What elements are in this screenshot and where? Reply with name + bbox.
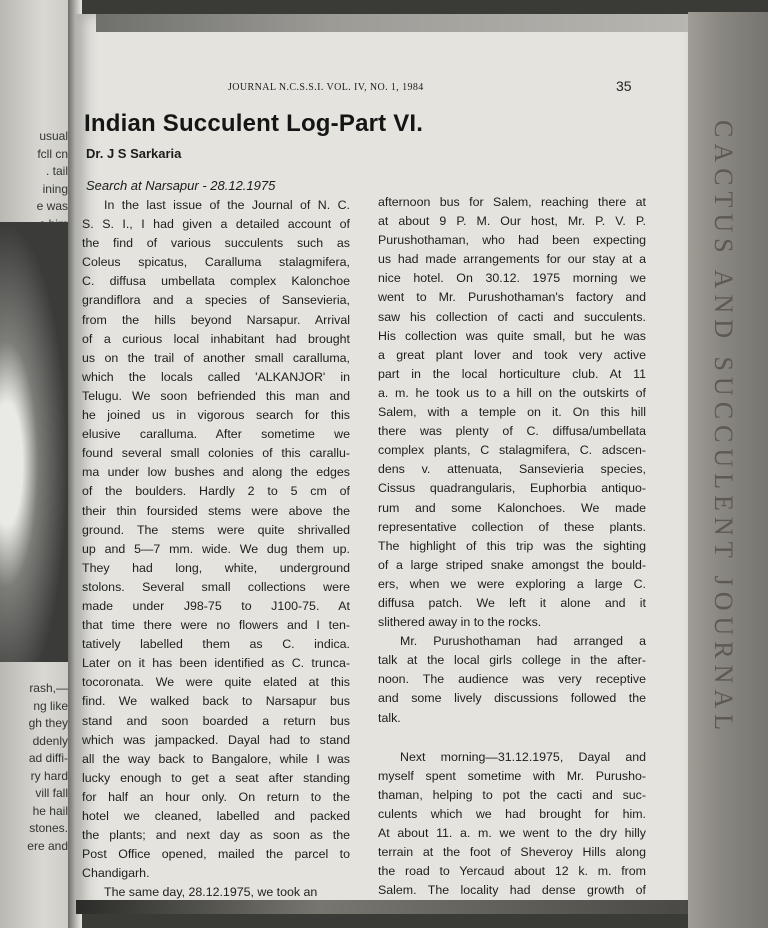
left-page-line: ry hard xyxy=(30,768,68,783)
text-line: tocoronata. We were quite elated at this xyxy=(82,675,350,690)
text-line: nice hotel. On 30.12. 1975 morning we xyxy=(378,271,646,286)
text-line: that time there were no flowers and I ten- xyxy=(82,618,350,633)
text-line: diffusa patch. We left it alone and it xyxy=(378,595,646,610)
left-page-line: rash,— xyxy=(29,681,68,695)
text-line: At about 11. a. m. we went to the dry hilly xyxy=(378,826,646,840)
right-text-column xyxy=(378,193,646,914)
text-line: elusive caralluma. After sometime we xyxy=(82,427,350,442)
text-line: the plants; and next day as soon as the xyxy=(82,828,350,843)
left-page-photo xyxy=(0,222,68,662)
text-line: In the last issue of the Journal of N. C. xyxy=(104,198,350,212)
text-line: Salem, with a temple on it. On this hill xyxy=(378,405,646,420)
text-line: of the boulders. Hardly 2 to 5 cm of xyxy=(82,484,350,499)
left-page-text-bottom xyxy=(27,680,68,855)
left-page-line: usual xyxy=(39,129,68,143)
text-line: a great plant lover and took very active xyxy=(378,347,646,362)
text-line: of a large striped snake amongst the bould- xyxy=(378,557,646,572)
text-line: tatively labelled them as C. indica. xyxy=(82,637,350,652)
text-line: part in the local horticulture club. At 11 xyxy=(378,366,646,381)
text-line: Telugu. We soon befriended this man and xyxy=(82,388,350,403)
text-line: thaman, helping to pot the cacti and suc- xyxy=(378,787,646,802)
text-line: Next morning—31.12.1975, Dayal and xyxy=(400,749,646,764)
text-line: lucky enough to get a seat after standing xyxy=(82,770,350,785)
text-line: us on the trail of another small caralluma, xyxy=(82,350,350,365)
text-line: made under J98-75 to J100-75. At xyxy=(82,598,350,613)
text-line: ground. The stems were quite shrivalled xyxy=(82,522,350,537)
left-page-line: e was xyxy=(36,199,68,213)
text-line: the find of various succulents such as xyxy=(82,236,350,251)
text-line: ers, when we were exploring a large C. xyxy=(378,576,646,591)
text-line: at about 9 P. M. Our host, Mr. P. V. P. xyxy=(378,214,646,229)
text-line: dens v. attenuata, Sansevieria species, xyxy=(378,462,646,477)
text-line: Cissus quadrangularis, Euphorbia antiquo- xyxy=(378,481,646,496)
text-line: stand and soon boarded a return bus xyxy=(82,713,350,728)
text-line: Chandigarh. xyxy=(82,866,150,881)
text-line: myself spent sometime with Mr. Purusho- xyxy=(378,768,646,783)
text-line: grandiflora and a species of Sansevieria, xyxy=(82,293,350,308)
text-line: there was plenty of C. diffusa/umbellata xyxy=(378,424,646,439)
text-line: Later on it has been identified as C. trunca- xyxy=(82,656,350,671)
text-line: They had long, white, underground xyxy=(82,560,350,575)
text-line: which the locals called 'ALKANJOR' in xyxy=(82,369,350,384)
text-line: S. S. I., I had given a detailed account of xyxy=(82,217,350,232)
text-line: Purushothaman, who had been expecting xyxy=(378,233,646,248)
text-line: which was jampacked. Dayal had to stand xyxy=(82,732,350,747)
text-line: hotel we cleaned, labelled and packed xyxy=(82,809,350,823)
text-line: rum and some Kalonchoes. We made xyxy=(378,500,646,515)
facing-left-page xyxy=(0,0,78,928)
left-page-line: ining xyxy=(42,181,68,196)
text-line: the road to Yercaud about 12 k. m. from xyxy=(378,864,646,879)
text-line: Salem. The locality had dense growth of xyxy=(378,883,646,898)
page-top-shadow xyxy=(96,14,688,32)
text-line: a. m. he took us to a hill on the outskirts of xyxy=(378,385,646,400)
section-subheading: Search at Narsapur - 28.12.1975 xyxy=(86,178,276,193)
text-line: stolons. Several small collections were xyxy=(82,579,350,594)
left-page-line: ere and xyxy=(27,838,68,853)
text-line: up and 5—7 mm. wide. We dug them up. xyxy=(82,541,350,556)
text-line: went to Mr. Purushothaman's factory and xyxy=(378,290,646,305)
left-page-line: ddenly xyxy=(32,733,68,748)
journal-header: JOURNAL N.C.S.S.I. VOL. IV, NO. 1, 1984 xyxy=(228,82,424,93)
left-page-line: fcll cn xyxy=(37,146,68,161)
text-line: ma under low bushes and along the edges xyxy=(82,465,350,480)
text-line: their thin foursided stems were above the xyxy=(82,503,350,518)
left-page-line: ng like xyxy=(33,698,68,713)
page-edge-text: CACTUS AND SUCCULENT JOURNAL xyxy=(709,120,738,737)
text-line: representative collection of these plants. xyxy=(378,519,646,534)
text-line: Post Office opened, mailed the parcel to xyxy=(82,847,350,862)
text-line: The same day, 28.12.1975, we took an xyxy=(104,885,318,900)
page-bottom-shadow xyxy=(76,900,688,914)
text-line: us had made arrangements for our stay at a xyxy=(378,252,646,267)
text-line: find. We walked back to Narsapur bus xyxy=(82,694,350,709)
text-line: culents which we had brought for him. xyxy=(378,806,646,821)
text-line: for half an hour only. On return to the xyxy=(82,789,350,804)
left-page-line: ad diffi- xyxy=(28,751,68,765)
text-line: His collection was quite small, but he was xyxy=(378,328,646,343)
text-line: and some lively discussions followed the xyxy=(378,691,646,706)
text-line: from the hills beyond Narsapur. Arrival xyxy=(82,312,350,327)
left-page-line: . tail xyxy=(45,164,68,178)
left-page-line: gh they xyxy=(28,716,68,730)
text-line: he joined us in vigorous search for this xyxy=(82,408,350,423)
left-page-line: he hail xyxy=(32,803,68,818)
text-line: noon. The audience was very receptive xyxy=(378,672,646,687)
text-line: afternoon bus for Salem, reaching there at xyxy=(378,195,646,209)
text-line: of a curious local inhabitant had brought xyxy=(82,331,350,346)
text-line: complex plants, C stalagmifera, C. adscen- xyxy=(378,443,646,458)
left-page-line: stones. xyxy=(29,821,68,835)
left-page-text-top xyxy=(37,128,68,233)
author-name: Dr. J S Sarkaria xyxy=(86,146,182,161)
article-title: Indian Succulent Log-Part VI. xyxy=(84,110,424,137)
text-line: terrain at the foot of Sheveroy Hills along xyxy=(378,845,646,860)
text-line: Coleus spicatus, Caralluma stalagmifera, xyxy=(82,255,350,270)
page-number: 35 xyxy=(616,78,632,94)
left-text-column xyxy=(82,196,350,902)
text-line: all the way back to Bangalore, while I was xyxy=(82,751,350,766)
text-line: Mr. Purushothaman had arranged a xyxy=(400,634,646,649)
text-line: found several small colonies of this carallu- xyxy=(82,446,350,461)
text-line: C. diffusa umbellata complex Kalonchoe xyxy=(82,274,350,289)
left-page-line: vill fall xyxy=(35,786,68,800)
text-line: The highlight of this trip was the sighting xyxy=(378,538,646,553)
journal-page xyxy=(76,14,688,914)
text-line: slithered away in to the rocks. xyxy=(378,615,542,630)
text-line: talk. xyxy=(378,710,401,725)
text-line: saw his collection of cacti and succulents. xyxy=(378,309,646,324)
text-line: talk at the local girls college in the after- xyxy=(378,653,646,668)
